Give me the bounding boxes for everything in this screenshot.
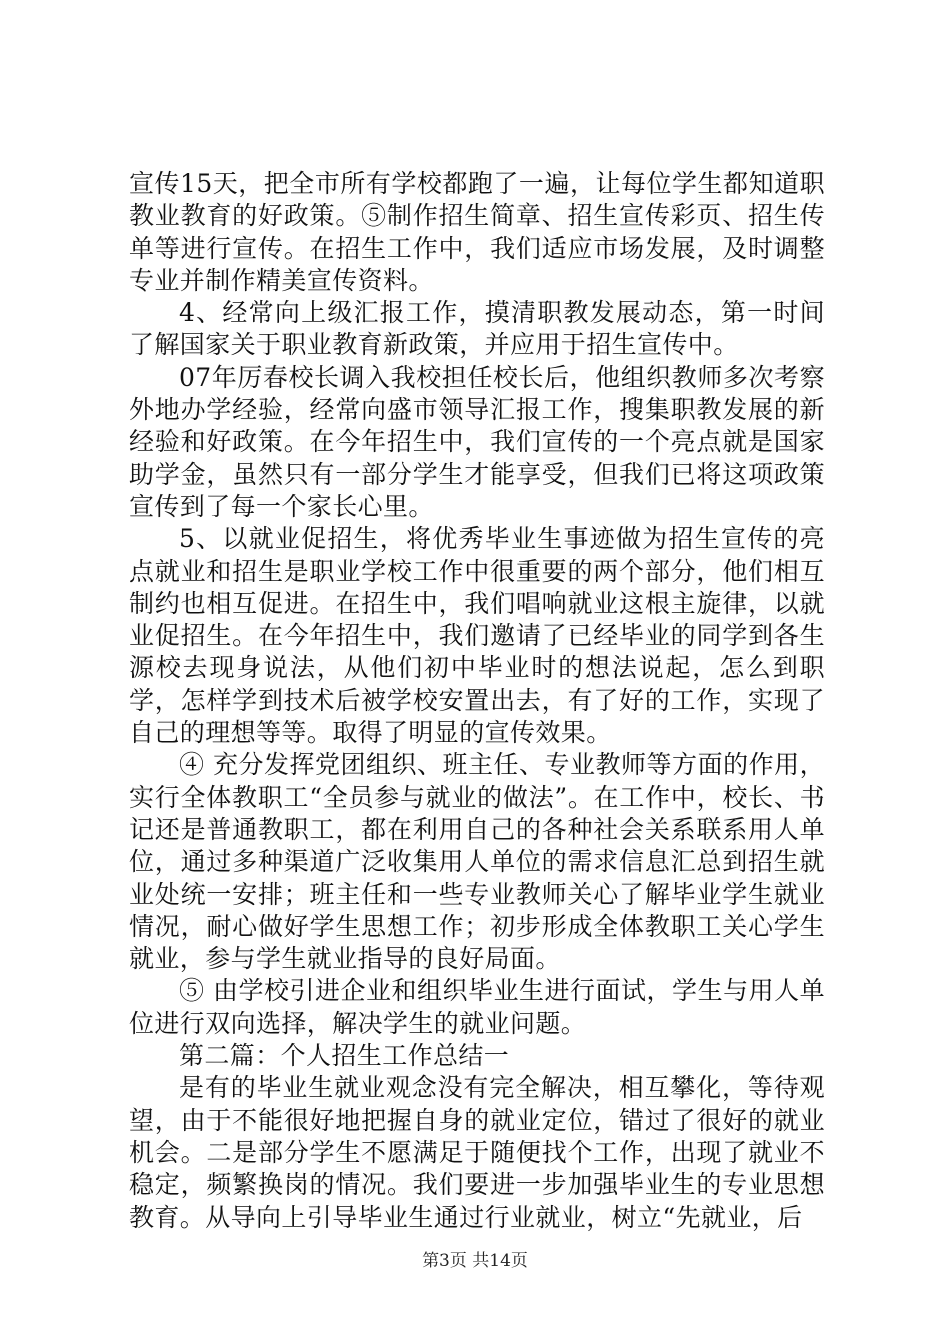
paragraph-principal-experience: 07年厉春校长调入我校担任校长后，他组织教师多次考察外地办学经验，经常向盛市领导汇报工作，搜集职教发展的新经验和好政策。在今年招生中，我们宣传的一个亮点就是国家助学金，虽然只有一部分学生才能享受，但我们已将这项政策宣传到了每一个家长心里。 <box>129 362 825 521</box>
paragraph-all-staff-participation: ④ 充分发挥党团组织、班主任、专业教师等方面的作用，实行全体教职工“全员参与就业的做法”。在工作中，校长、书记还是普通教职工，都在利用自己的各种社会关系联系用人单位，通过多种渠道广泛收集用人单位的需求信息汇总到招生就业处统一安排；班主任和一些专业教师关心了解毕业学生就业情况，耐心做好学生思想工作；初步形成全体教职工关心学生就业，参与学生就业指导的良好局面。 <box>129 750 825 974</box>
paragraph-enterprise-interviews: ⑤ 由学校引进企业和组织毕业生进行面试，学生与用人单位进行双向选择，解决学生的就业问题。 <box>129 976 825 1038</box>
paragraph-report-to-superiors: 4、经常向上级汇报工作，摸清职教发展动态，第一时间了解国家关于职业教育新政策，并应用于招生宣传中。 <box>129 298 825 360</box>
document-body <box>129 168 825 1234</box>
page-number-footer: 第3页 共14页 <box>422 1251 528 1271</box>
paragraph-employment-promotes-enrollment: 5、以就业促招生，将优秀毕业生事迹做为招生宣传的亮点就业和招生是职业学校工作中很重要的两个部分，他们相互制约也相互促进。在招生中，我们唱响就业这根主旋律，以就业促招生。在今年招生中，我们邀请了已经毕业的同学到各生源校去现身说法，从他们初中毕业时的想法说起，怎么到职学，怎样学到技术后被学校安置出去，有了好的工作，实现了自己的理想等等。取得了明显的宣传效果。 <box>129 524 825 748</box>
paragraph-promotion-methods: 宣传15天，把全市所有学校都跑了一遍，让每位学生都知道职教业教育的好政策。⑤制作招生简章、招生宣传彩页、招生传单等进行宣传。在招生工作中，我们适应市场发展，及时调整专业并制作精美宣传资料。 <box>129 169 825 295</box>
paragraph-employment-attitudes: 是有的毕业生就业观念没有完全解决，相互攀化，等待观望，由于不能很好地把握自身的就业定位，错过了很好的就业机会。二是部分学生不愿满足于随便找个工作，出现了就业不稳定，频繁换岗的情况。我们要进一步加强毕业生的专业思想教育。从导向上引导毕业生通过行业就业，树立“先就业，后 <box>129 1073 825 1232</box>
section-heading-part-two: 第二篇：个人招生工作总结一 <box>179 1041 510 1071</box>
